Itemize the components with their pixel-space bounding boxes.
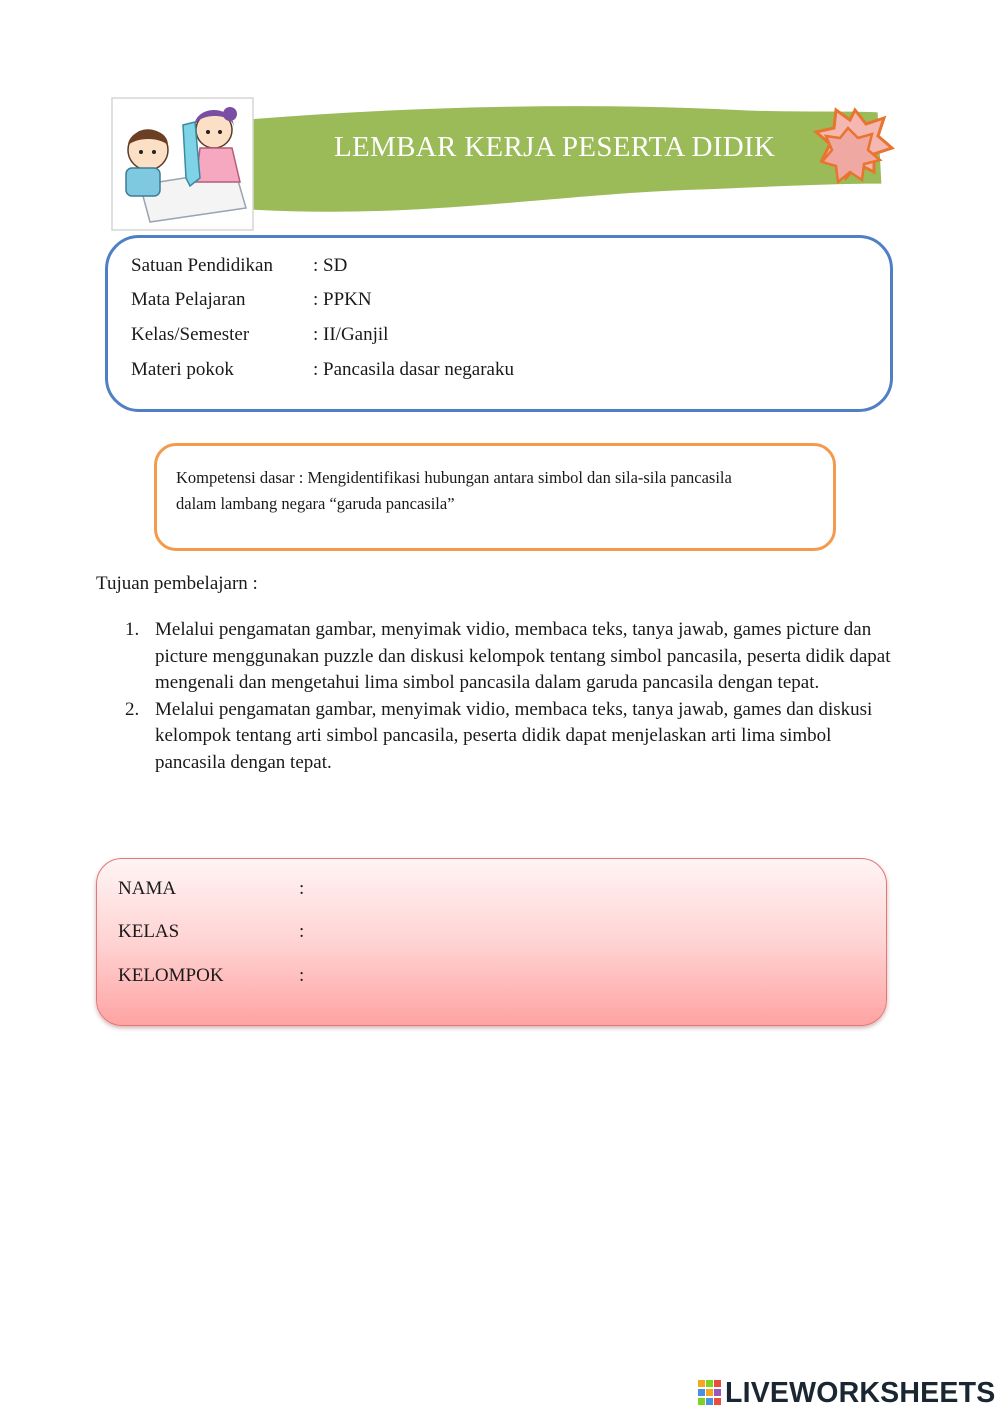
info-box (105, 235, 893, 412)
info-value: : SD (313, 255, 348, 276)
kids-illustration (112, 98, 253, 230)
info-row-satuan (131, 255, 347, 277)
info-value: : PPKN (313, 289, 372, 310)
info-label: Kelas/Semester (131, 324, 250, 345)
liveworksheets-logo-text: LIVEWORKSHEETS (725, 1377, 996, 1409)
info-row-mapel (131, 289, 372, 311)
list-item (122, 617, 892, 697)
page-title: LEMBAR KERJA PESERTA DIDIK (334, 131, 776, 163)
identity-label: KELAS (118, 921, 180, 942)
identity-row-kelas[interactable] (118, 921, 304, 943)
header-banner (0, 0, 1000, 240)
info-row-materi (131, 359, 514, 381)
identity-label: NAMA (118, 878, 177, 899)
identity-box (96, 858, 887, 1026)
identity-colon: : (299, 878, 305, 899)
identity-colon: : (299, 965, 305, 986)
list-item (122, 697, 892, 777)
kompetensi-line: Kompetensi dasar : Mengidentifikasi hubungan antara simbol dan sila-sila pancasila (176, 468, 732, 487)
tujuan-list (122, 617, 892, 776)
info-value: : Pancasila dasar negaraku (313, 359, 514, 380)
liveworksheets-logo-icon (697, 1377, 723, 1409)
info-label: Mata Pelajaran (131, 289, 246, 310)
info-label: Materi pokok (131, 359, 234, 380)
info-row-kelas (131, 324, 388, 346)
identity-label: KELOMPOK (118, 965, 224, 986)
info-label: Satuan Pendidikan (131, 255, 273, 276)
list-text: Melalui pengamatan gambar, menyimak vidio, membaca teks, tanya jawab, games dan diskusi kelompok tentang arti simbol pancasila, peserta didik dapat menjelaskan arti lima simbol pancasila dengan tepat. (155, 698, 873, 773)
kompetensi-text (176, 465, 816, 517)
list-number: 2. (125, 698, 140, 720)
identity-colon: : (299, 921, 305, 942)
liveworksheets-logo[interactable] (697, 1377, 995, 1409)
list-number: 1. (125, 619, 140, 640)
kompetensi-box (154, 443, 836, 551)
identity-row-nama[interactable] (118, 878, 304, 900)
identity-row-kelompok[interactable] (118, 965, 304, 987)
kompetensi-line: dalam lambang negara “garuda pancasila” (176, 494, 455, 513)
info-value: : II/Ganjil (313, 324, 389, 345)
tujuan-heading: Tujuan pembelajarn : (96, 573, 258, 594)
list-text: Melalui pengamatan gambar, menyimak vidio, membaca teks, tanya jawab, games picture dan picture menggunakan puzzle dan diskusi kelompok tentang simbol pancasila, peserta didik dapat mengenali dan mengetahui lima simbol pancasila dalam garuda pancasila dengan tepat. (155, 619, 891, 693)
